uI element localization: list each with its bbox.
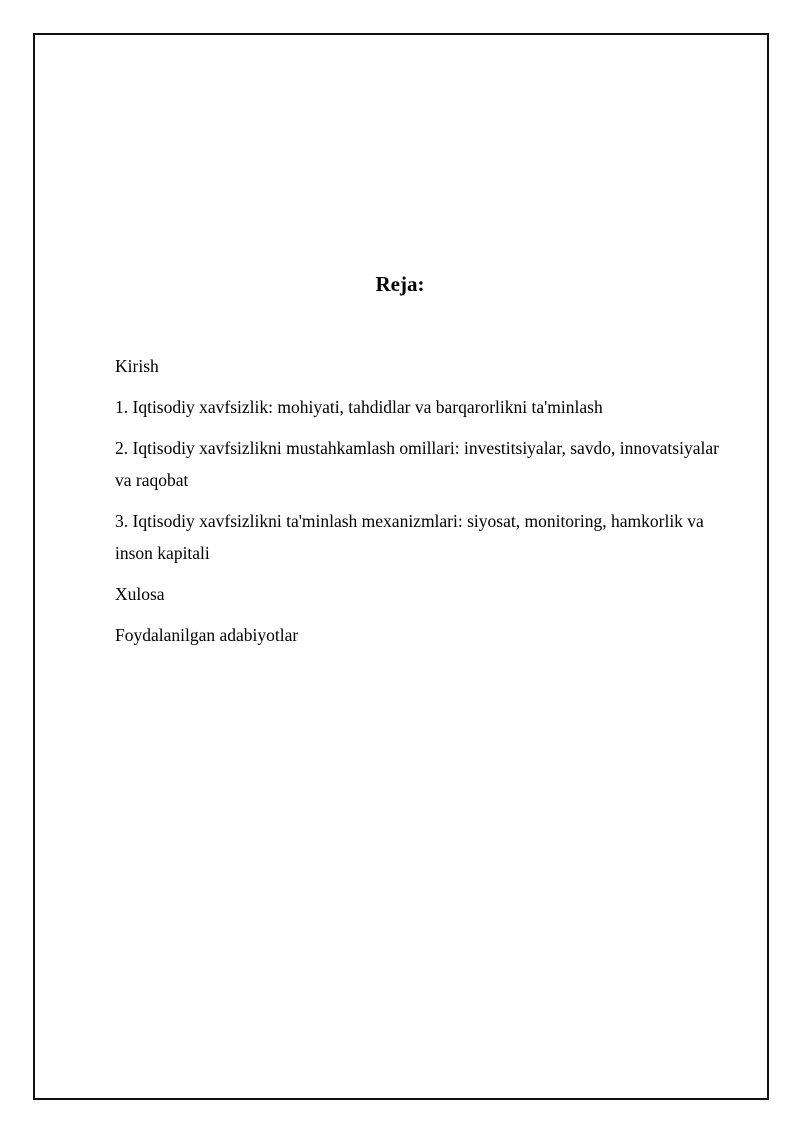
toc-item-conclusion: Xulosa: [115, 584, 165, 604]
toc-item-chapter-1: 1. Iqtisodiy xavfsizlik: mohiyati, tahdidlar va barqarorlikni ta'minlash: [115, 397, 603, 417]
toc-item-references: Foydalanilgan adabiyotlar: [115, 625, 299, 645]
page-title: Reja:: [375, 272, 425, 296]
toc-item-introduction: Kirish: [115, 356, 159, 376]
toc-item-chapter-3: 3. Iqtisodiy xavfsizlikni ta'minlash mexanizmlari: siyosat, monitoring, hamkorlik va inson kapitali: [115, 511, 704, 563]
table-of-contents: [115, 350, 735, 660]
toc-item-chapter-2: 2. Iqtisodiy xavfsizlikni mustahkamlash omillari: investitsiyalar, savdo, innovatsiyalar va raqobat: [115, 438, 719, 490]
